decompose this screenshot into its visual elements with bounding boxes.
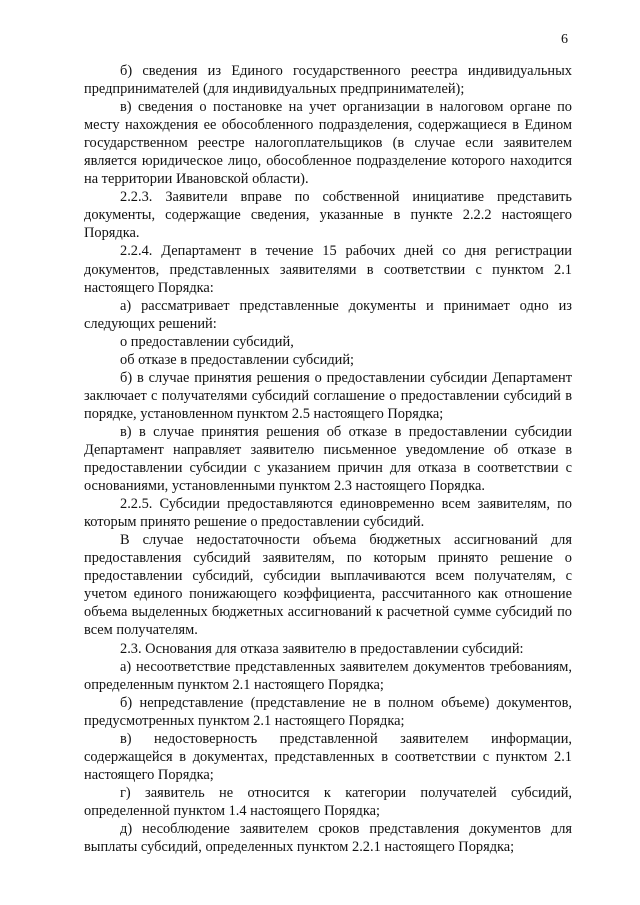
paragraph-ground-a: а) несоответствие представленных заявителем документов требованиям, определенным пунктом 2.1 настоящего Порядка; (84, 658, 572, 693)
document-body (84, 62, 572, 856)
paragraph-2-2-5: 2.2.5. Субсидии предоставляются единовременно всем заявителям, по которым принято решение о предоставлении субсидий. (84, 496, 572, 531)
paragraph-review-decision: а) рассматривает представленные документы и принимает одно из следующих решений: (84, 297, 572, 332)
paragraph-refusal-notice: в) в случае принятия решения об отказе в предоставлении субсидии Департамент направляет заявителю письменное уведомление об отказе в предоставлении субсидии с указанием причин для отказа в соответствии с основаниями, установленными пунктом 2.3 настоящего Порядка. (84, 423, 572, 495)
paragraph-ground-v: в) недостоверность представленной заявителем информации, содержащейся в документах, представленных в соответствии с пунктом 2.1 настоящего Порядка; (84, 730, 572, 783)
paragraph-agreement: б) в случае принятия решения о предоставлении субсидии Департамент заключает с получателями субсидий соглашение о предоставлении субсидий в порядке, установленном пунктом 2.5 настоящего Порядка; (84, 369, 572, 422)
paragraph-2-2-3: 2.2.3. Заявители вправе по собственной инициативе представить документы, содержащие сведения, указанные в пункте 2.2.2 настоящего Порядка. (84, 189, 572, 242)
paragraph-insufficient-funds: В случае недостаточности объема бюджетных ассигнований для предоставления субсидий заявителям, по которым принято решение о предоставлении субсидий, субсидии выплачиваются всем получателям, с учетом единого понижающего коэффициента, рассчитанного как отношение объема выделенных бюджетных ассигнований к расчетной сумме субсидий по всем получателям. (84, 532, 572, 639)
paragraph-2-3: 2.3. Основания для отказа заявителю в предоставлении субсидий: (120, 640, 524, 657)
paragraph-decision-refuse: об отказе в предоставлении субсидий; (120, 351, 355, 368)
paragraph-info-entrepreneurs: б) сведения из Единого государственного реестра индивидуальных предпринимателей (для индивидуальных предпринимателей); (84, 63, 572, 98)
paragraph-info-tax-registration: в) сведения о постановке на учет организации в налоговом органе по месту нахождения ее обособленного подразделения, содержащиеся в Едином государственном реестре налогоплательщиков (в случае если заявителем является юридическое лицо, обособленное подразделение которого находится на территории Ивановской области). (84, 99, 572, 188)
paragraph-2-2-4: 2.2.4. Департамент в течение 15 рабочих дней со дня регистрации документов, представленных заявителями в соответствии с пунктом 2.1 настоящего Порядка: (84, 243, 572, 296)
paragraph-ground-b: б) непредставление (представление не в полном объеме) документов, предусмотренных пунктом 2.1 настоящего Порядка; (84, 694, 572, 729)
paragraph-decision-grant: о предоставлении субсидий, (120, 333, 294, 350)
paragraph-ground-d: д) несоблюдение заявителем сроков представления документов для выплаты субсидий, определенных пунктом 2.2.1 настоящего Порядка; (84, 820, 572, 856)
page-number: 6 (561, 32, 568, 47)
paragraph-ground-g: г) заявитель не относится к категории получателей субсидий, определенной пунктом 1.4 настоящего Порядка; (84, 784, 572, 819)
